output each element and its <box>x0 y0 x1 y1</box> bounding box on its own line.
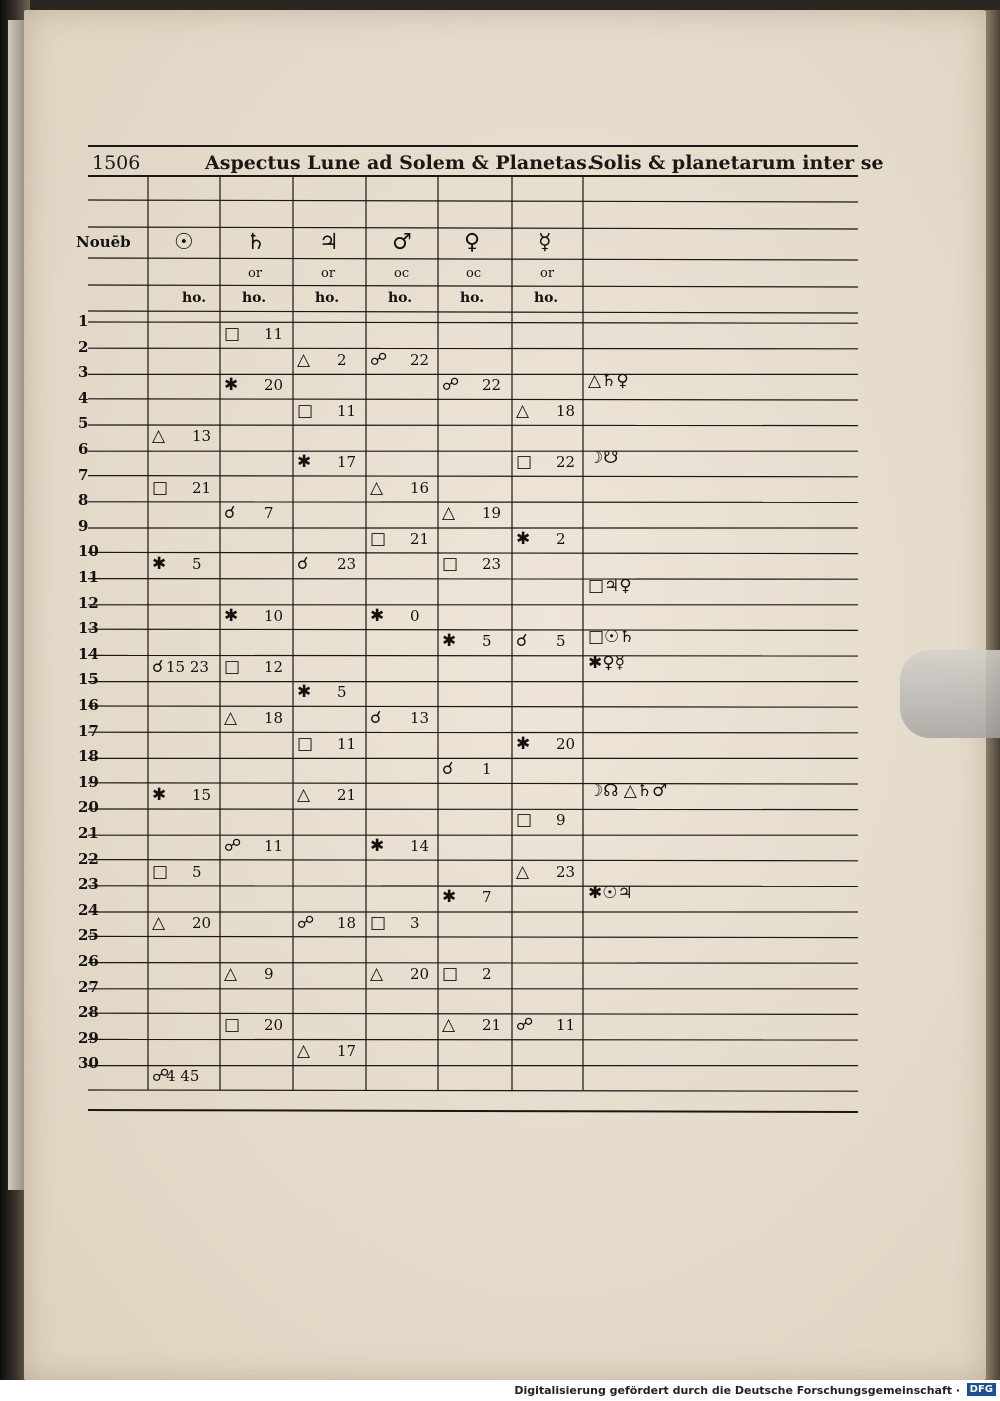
aspect-symbol: △ <box>297 349 311 370</box>
aspect-hour: 20 <box>410 965 430 983</box>
aspect-hour: 10 <box>264 606 284 625</box>
aspect-hour: 2 <box>556 529 566 548</box>
aspect-symbol: ☌ <box>516 631 528 652</box>
aspect-symbol: ☍ <box>370 349 388 370</box>
aspect-symbol: ☌ <box>370 708 382 728</box>
aspect-symbol: △ <box>516 861 530 882</box>
day-number: 6 <box>78 440 89 458</box>
day-number: 5 <box>78 414 89 433</box>
aspect-symbol: ✱ <box>516 528 531 549</box>
aspect-symbol: □ <box>224 324 241 344</box>
aspect-symbol: △ <box>442 503 456 524</box>
row-rule <box>88 348 858 349</box>
hours-label: ho. <box>315 290 340 306</box>
mutual-aspect-note: △♄♀ <box>588 371 629 392</box>
aspect-hour: 21 <box>482 1016 502 1035</box>
row-rule <box>88 552 858 553</box>
row-rule <box>88 809 858 810</box>
aspect-hour: 11 <box>556 1016 576 1035</box>
day-number: 23 <box>78 875 99 894</box>
header-year: 1506 <box>92 152 141 174</box>
aspect-hour: 0 <box>410 606 420 625</box>
motion-label: or <box>540 266 555 281</box>
aspect-hour: 23 <box>337 555 357 574</box>
aspect-symbol: △ <box>516 400 530 421</box>
day-number: 4 <box>78 388 89 407</box>
header-sub-rule <box>88 285 858 287</box>
aspect-symbol: △ <box>224 964 238 984</box>
header-sub-rule <box>88 311 858 313</box>
aspect-hour: 22 <box>556 453 576 471</box>
aspect-hour: 12 <box>264 657 284 676</box>
aspect-symbol: ☌ <box>224 503 236 524</box>
aspect-symbol: ✱ <box>442 887 457 908</box>
day-number: 27 <box>78 977 99 996</box>
aspect-symbol: ✱ <box>297 682 312 703</box>
aspect-hour: 15 23 <box>166 657 209 676</box>
aspect-symbol: □ <box>370 528 387 549</box>
mutual-aspect-note: ✱☉♃ <box>588 883 633 904</box>
dfg-logo: DFG <box>967 1383 996 1396</box>
header-left-title: Aspectus Lune ad Solem & Planetas. <box>205 152 594 174</box>
day-number: 16 <box>78 696 99 714</box>
aspect-hour: 9 <box>264 965 274 983</box>
planet-symbol: ♀ <box>464 230 481 255</box>
aspect-hour: 2 <box>482 965 492 983</box>
aspect-hour: 17 <box>337 453 357 471</box>
row-rule <box>88 886 858 887</box>
aspect-hour: 22 <box>482 376 502 395</box>
aspect-hour: 20 <box>264 1016 284 1035</box>
aspect-hour: 11 <box>337 401 357 420</box>
day-number: 22 <box>78 849 99 868</box>
aspect-symbol: ✱ <box>516 733 531 754</box>
header-sub-rule <box>88 258 858 260</box>
day-number: 20 <box>78 798 99 817</box>
aspect-hour: 18 <box>264 709 284 727</box>
header-sub-rule <box>88 227 858 229</box>
aspect-symbol: △ <box>297 784 311 805</box>
aspect-hour: 20 <box>556 734 576 753</box>
aspect-hour: 20 <box>264 376 284 395</box>
aspect-hour: 9 <box>556 811 566 830</box>
aspect-symbol: ☍ <box>152 1066 170 1087</box>
mutual-aspect-note: ☽☊ △♄♂ <box>588 780 668 801</box>
row-rule <box>88 322 858 323</box>
day-number: 14 <box>78 644 99 663</box>
motion-label: or <box>248 266 263 281</box>
day-number: 12 <box>78 593 99 612</box>
aspect-symbol: △ <box>370 964 384 984</box>
motion-label: oc <box>466 266 482 281</box>
mutual-aspect-note: ☽☋ <box>588 448 619 468</box>
aspect-symbol: △ <box>297 1040 311 1061</box>
aspect-symbol: ✱ <box>370 605 385 626</box>
day-number: 19 <box>78 772 99 791</box>
day-number: 21 <box>78 824 99 842</box>
aspect-hour: 5 <box>482 632 492 651</box>
day-number: 15 <box>78 670 99 689</box>
aspect-symbol: ✱ <box>297 452 312 472</box>
aspect-hour: 5 <box>337 683 347 702</box>
aspect-hour: 21 <box>192 478 212 497</box>
row-rule <box>88 1039 858 1040</box>
aspect-hour: 21 <box>337 785 357 804</box>
row-rule <box>88 936 858 937</box>
aspect-hour: 16 <box>410 478 430 497</box>
day-number: 30 <box>78 1054 99 1073</box>
row-rule <box>88 502 858 503</box>
day-number: 3 <box>78 363 89 382</box>
planet-symbol: ☿ <box>538 230 552 255</box>
aspect-symbol: △ <box>370 477 384 498</box>
aspect-hour: 15 <box>192 785 212 804</box>
aspect-hour: 23 <box>482 555 502 574</box>
bottom-rule <box>88 1110 858 1112</box>
row-rule <box>88 963 858 964</box>
aspect-symbol: ☌ <box>152 656 164 677</box>
aspect-symbol: □ <box>442 554 459 575</box>
day-number: 7 <box>78 465 89 484</box>
header-right-title: Solis & planetarum inter se <box>590 152 884 174</box>
hours-label: ho. <box>242 290 267 306</box>
day-number: 17 <box>78 721 99 740</box>
aspect-hour: 11 <box>264 837 284 855</box>
day-number: 25 <box>78 926 99 945</box>
month-label: Nouēb <box>76 233 131 251</box>
aspect-hour: 7 <box>482 888 492 907</box>
aspect-symbol: ✱ <box>152 554 167 575</box>
day-number: 29 <box>78 1028 99 1047</box>
row-rule <box>88 579 858 580</box>
motion-label: oc <box>394 266 410 281</box>
aspect-hour: 5 <box>192 555 202 574</box>
hours-label: ho. <box>534 290 559 306</box>
aspect-symbol: △ <box>442 1015 456 1036</box>
planet-symbol: ♃ <box>319 230 339 255</box>
aspect-symbol: □ <box>297 733 314 754</box>
row-rule <box>88 732 858 733</box>
aspect-hour: 17 <box>337 1041 357 1060</box>
aspect-hour: 20 <box>192 913 212 932</box>
aspect-symbol: △ <box>152 426 166 447</box>
planet-symbol: ♄ <box>246 230 266 255</box>
planet-symbol: ♂ <box>392 230 412 255</box>
motion-label: or <box>321 266 336 281</box>
aspect-hour: 14 <box>410 837 430 855</box>
aspect-symbol: ☍ <box>297 912 315 933</box>
day-number: 10 <box>78 542 99 561</box>
aspect-hour: 2 <box>337 350 347 369</box>
row-rule <box>88 860 858 861</box>
day-number: 8 <box>78 491 89 510</box>
hours-label: ho. <box>388 290 413 306</box>
aspect-hour: 22 <box>410 350 430 369</box>
aspect-symbol: □ <box>516 452 533 472</box>
mutual-aspect-note: ✱♀☿ <box>588 652 626 673</box>
aspect-hour: 13 <box>192 427 212 446</box>
day-number: 1 <box>78 312 89 330</box>
aspect-hour: 4 45 <box>166 1067 200 1086</box>
aspect-symbol: ☍ <box>442 375 460 396</box>
aspect-symbol: □ <box>370 912 387 933</box>
aspect-symbol: △ <box>224 708 238 728</box>
day-number: 2 <box>78 337 89 356</box>
aspect-hour: 11 <box>264 325 284 343</box>
aspect-symbol: □ <box>152 861 169 882</box>
aspect-hour: 23 <box>556 862 576 881</box>
day-number: 28 <box>78 1003 99 1022</box>
mutual-aspect-note: □♃♀ <box>588 576 632 596</box>
aspect-symbol: ☌ <box>297 554 309 575</box>
aspect-hour: 7 <box>264 504 274 523</box>
aspect-symbol: □ <box>297 400 314 421</box>
aspect-hour: 19 <box>482 504 502 523</box>
aspect-symbol: □ <box>442 964 459 984</box>
hours-label: ho. <box>460 290 485 306</box>
mutual-aspect-note: □☉♄ <box>588 627 635 648</box>
aspect-hour: 11 <box>337 734 357 753</box>
aspect-symbol: ☌ <box>442 759 454 780</box>
aspect-symbol: ☍ <box>516 1015 534 1036</box>
aspect-hour: 13 <box>410 709 430 727</box>
aspect-symbol: ☍ <box>224 836 242 856</box>
row-rule <box>88 399 858 400</box>
hours-label: ho. <box>182 290 207 306</box>
planet-symbol: ☉ <box>174 230 194 255</box>
day-number: 26 <box>78 952 99 970</box>
day-number: 11 <box>78 568 99 586</box>
aspect-symbol: ✱ <box>442 631 457 652</box>
aspect-hour: 21 <box>410 529 430 548</box>
row-rule <box>88 706 858 707</box>
aspect-symbol: □ <box>224 1015 241 1036</box>
day-number: 18 <box>78 747 99 766</box>
aspect-symbol: ✱ <box>370 836 385 856</box>
header-sub-rule <box>88 200 858 202</box>
aspect-symbol: □ <box>224 656 241 677</box>
aspect-symbol: ✱ <box>224 605 239 626</box>
day-number: 24 <box>78 900 99 919</box>
row-rule <box>88 1090 858 1091</box>
aspect-symbol: ✱ <box>152 784 167 805</box>
aspect-hour: 1 <box>482 760 492 779</box>
footer-credit: Digitalisierung gefördert durch die Deutsche Forschungsgemeinschaft · <box>514 1384 960 1397</box>
day-number: 13 <box>78 619 99 638</box>
aspect-symbol: ✱ <box>224 375 239 396</box>
aspect-symbol: □ <box>152 477 169 498</box>
aspect-hour: 5 <box>556 632 566 651</box>
day-number: 9 <box>78 516 89 535</box>
row-rule <box>88 1013 858 1014</box>
aspect-hour: 5 <box>192 862 202 881</box>
aspect-hour: 18 <box>556 401 576 420</box>
aspect-symbol: □ <box>516 810 533 831</box>
aspect-hour: 3 <box>410 913 420 932</box>
aspect-hour: 18 <box>337 913 357 932</box>
aspect-symbol: △ <box>152 912 166 933</box>
row-rule <box>88 629 858 630</box>
